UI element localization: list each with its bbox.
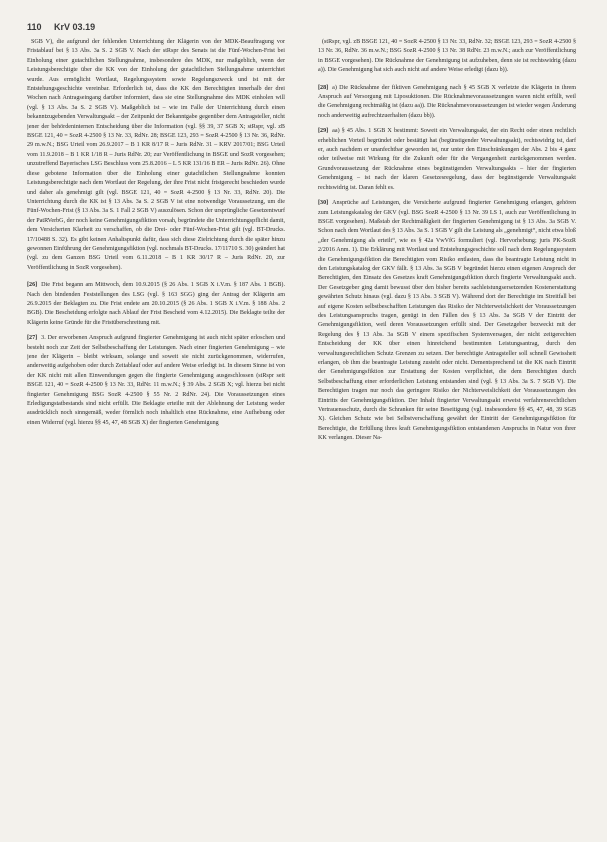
page-header [27, 22, 95, 32]
paragraph-text: aa) § 45 Abs. 1 SGB X bestimmt: Soweit ein Verwaltungsakt, der ein Recht oder einen rechtlich erheblichen Vorteil begründet oder bestätigt hat (begünstigender Verwaltungsakt), rechtswidrig ist, darf er, auch nachdem er unanfechtbar geworden ist, nur unter den Einschränkungen der Abs. 2 bis 4 ganz oder teilweise mit Wirkung für die Zukunft oder für die Vergangenheit zurückgenommen werden. Grundvoraussetzung der Rücknahme eines begünstigenden Verwaltungsakts – hier der fingierten Genehmigung – ist nach der klaren Gesetzesregelung, dass der begünstigende Verwaltungsakt rechtswidrig ist. Daran fehlt es. [318, 128, 576, 191]
paragraph-number: [28] [318, 84, 329, 91]
paragraph [318, 199, 576, 444]
paragraph-text: (stRspr, vgl. zB BSGE 121, 40 = SozR 4-2500 § 13 Nr. 33, RdNr. 32; BSGE 123, 293 = SozR 4-2500 § 13 Nr. 36, RdNr. 36 m.w.N.; BSG SozR 4-2500 § 13 Nr. 38 RdNr. 23 m.w.N.; auch zur Veröffentlichung in BSGE vorgesehen). Die Rücknahme der Genehmigung ist aufzuheben, denn sie ist rechtswidrig (dazu a)). Die Genehmigung hat sich auch nicht auf andere Weise erledigt (dazu b)). [318, 39, 576, 74]
paragraph [27, 38, 285, 273]
paragraph-text: SGB V), die aufgrund der fehlenden Unterrichtung der Klägerin von der MDK-Beauftragung vor Fristablauf bei § 13 Abs. 3a S. 2 SGB V. Nach der stRspr des Senats ist die Fünf-Wochen-Frist bei Einholung einer gutachtlichen Stellungnahme, insbesondere des MDK, nur maßgeblich, wenn der Leistungsberechtigte über die KK von der Einholung der gutachtlichen Stellungnahme unterrichtet wurde. Aus ermöglicht Wortlaut, Regelungssystem sowie Regelungszweck und ist mit der Entstehungsgeschichte vereinbar. Erforderlich ist, dass die KK den Berechtigten innerhalb der drei Wochen nach Antragseingang darüber informiert, dass sie eine Stellungnahme des MDK einholen will (vgl. § 13 Abs. 3a S. 2 SGB V). Maßgeblich ist – wie im Falle der Unterrichtung durch einen bekanntzugebenden Verwaltungsakt – der Zeitpunkt der Bekanntgabe gegenüber dem Antragsteller, nicht jener der behördeninternen Entscheidung über die Information (vgl. §§ 39, 37 SGB X; stRspr, vgl. zB BSGE 121, 40 = SozR 4-2500 § 13 Nr. 33, RdNr. 28; BSGE 123, 293 = SozR 4-2500 § 13 Nr. 36, RdNr. 29 m.w.N.; BSG Urteil vom 26.9.2017 – B 1 KR 8/17 R – Juris RdNr. 31 – KRV 2017/01; BSG Urteil vom 11.9.2018 – B 1 KR 1/18 R – Juris RdNr. 20; zur Veröffentlichung in BSGE und SozR vorgesehen; unzutreffend Bayerisches LSG Beschluss vom 25.8.2016 – L 5 KR 131/16 B ER – Juris RdNr. 26). Ohne diese gebotene Information über die Einholung einer gutachtlichen Stellungnahme konnten Leistungsberechtigte nach dem Wortlaut der Regelung, der ihre Frist nicht fristgerecht beschieden wurde und daher als genehmigt gilt (vgl. BSGE 121, 40 = SozR 4-2500 § 13 Nr. 33, RdNr. 20). Die Unterrichtung durch die KK ist § 13 Abs. 3a S. 2 SGB V ist eine notwendige Voraussetzung, um die Fünf-Wochen-Frist (§ 13 Abs. 3a S. 1 Fall 2 SGB V) auszulösen. Schon der ursprüngliche Gesetzentwurf der PatRVerbG, der noch keine Genehmigungsfiktion vorsah, begründete die Unterrichtungspflicht damit, dem Versicherten Klarheit zu verschaffen, ob die Drei- oder Fünf-Wochen-Frist gilt (vgl. BT-Drucks. 17/10488 S. 32). Es gibt keinen Anhaltspunkt dafür, dass sich diese Zielrichtung durch die später hinzu gewonnen Einführung der Genehmigungsfiktion (vgl. nochmals BT-Drucks. 17/11710 S. 30) geändert hat (vgl. zu dem Ganzen BSG Urteil vom 6.11.2018 – B 1 KR 30/17 R – Juris RdNr. 20, zur Veröffentlichung in SozR vorgesehen). [27, 39, 285, 271]
paragraph-text: Die Frist begann am Mittwoch, dem 10.9.2015 (§ 26 Abs. 1 SGB X i.V.m. § 187 Abs. 1 BGB). Nach den bindenden Feststellungen des LSG (vgl. § 163 SGG) ging der Antrag der Klägerin am 26.9.2015 der Beklagten zu. Die Frist endete am 20.10.2015 (§ 26 Abs. 1 SGB X i.V.m. § 188 Abs. 2 BGB). Die Bescheidung erfolgte nach Ablauf der Frist Bescheid vom 4.12.2015). Die Beklagte teilte der Klägerin keine Gründe für die Fristüberschreitung mit. [27, 282, 285, 326]
page-number: 110 [27, 22, 42, 32]
paragraph-number: [30] [318, 200, 329, 207]
paragraph-number: [29] [318, 128, 329, 135]
paragraph-text: 3. Der erworbenen Anspruch aufgrund fingierter Genehmigung ist auch nicht später erloschen und besteht noch zur Zeit der Selbstbeschaffung der Leistungen. Nach einer fingierten Genehmigung – wie jene der Klägerin – bleibt wirksam, solange und soweit sie nicht zurückgenommen, widerrufen, anderweitig aufgehoben oder durch Zeitablauf oder auf andere Weise erledigt ist. In diesem Sinne ist von der KK nicht mit allen Einwendungen gegen die fingierte Genehmigung ausgeschlossen (stRspr seit BSGE 121, 40 = SozR 4-2500 § 13 Nr. 33, RdNr. 11 m.w.N.; § 39 Abs. 2 SGB X; vgl. hierzu bei nicht fingierter Genehmigung BSG SozR 4-2500 § 55 Nr. 2 RdNr. 24). Die Voraussetzungen eines Erledigungstatbestands sind nicht erfüllt. Die Beklagte erteilte mit der Ablehnung der Leistung weder ausdrücklich noch sinngemäß, weder förmlich noch inhaltlich eine Rücknahme, eine Aufhebung oder einen Widerruf (vgl. hierzu §§ 45, 47, 48 SGB X) der fingierten Genehmigung [27, 335, 285, 426]
paragraph-number: [26] [27, 282, 38, 289]
paragraph [27, 334, 285, 428]
paragraph-number: [27] [27, 335, 38, 342]
paragraph [318, 127, 576, 193]
right-column [318, 38, 576, 838]
journal-title: KrV 03.19 [54, 22, 96, 32]
paragraph [318, 84, 576, 122]
paragraph-text: a) Die Rücknahme der fiktiven Genehmigung nach § 45 SGB X verletzte die Klägerin in ihrem Anspruch auf Versorgung mit Liposuktionen. Die Rücknahmevoraussetzungen waren nicht erfüllt, weil die Genehmigung rechtmäßig ist (dazu aa)). Die Rücknahmevoraussetzungen ist wieder wegen Änderung noch anderweitig aufrechtzuerhalten (dazu bb)). [318, 84, 576, 119]
paragraph [318, 38, 576, 76]
paragraph-text: Ansprüche auf Leistungen, die Versicherte aufgrund fingierter Genehmigung erlangen, gehören zum Leistungskatalog der GKV (vgl. BSG SozR 4-2500 § 13 Nr. 39 LS 1, auch zur Veröffentlichung in BSGE vorgesehen). Maßstab der Rechtmäßigkeit der fingierten Genehmigung ist § 13 Abs. 3a SGB V. Schon nach dem Wortlaut des § 13 Abs. 3a S. 1 SGB V gilt die Leistung als „genehmigt“, nicht etwa bloß „der Genehmigung als erteilt“, wie es § 42a VwVfG formuliert (vgl. Hervorhebung; juris PK-SozR 2/2016 Anm. 1). Die Erklärung mit Wortlaut und Entstehungsgeschichte soll nach dem Regelungssystem die Genehmigungsfiktion die Berechtigten vom Risiko entlasten, dass die beantragte Leistung nicht in den Leistungskatalog der GKV fällt. § 13 Abs. 3a SGB V begründet hierzu einen eigenen Anspruch der Berechtigten, den Einsatz des Gesetzes kraft Genehmigungsfiktion durch fingierte Verwaltungsakt auch. Der Gesetzgeber ging damit bewusst über den bisher bereits sachleistungsersetzenden Kostenerstattung gewährten Schutz hinaus (vgl. dazu § 13 Abs. 3 SGB V). Während dort der Berechtigte im Streitfall bei auf eigene Kosten selbstbeschafften Leistungen das Risiko der Nichterweislichkeit der Voraussetzungen des Leistungsanspruchs tragen, genügt in den Fällen des § 13 Abs. 3a SGB V der Eintritt der Genehmigungsfiktion, weil deren Voraussetzungen erfüllt sind. Der Gesetzgeber bezweckt mit der Regelung des § 13 Abs. 3a SGB V einem spezifischen Systemversagen, der nicht zeitgerechten Entscheidung der KK über einen hinreichend bestimmten Leistungsantrag, durch den verwaltungsrechtlichen Schutz Grenzen zu setzen. Der berechtigte Antragsteller soll schnell Gewissheit erlangen, ob ihm die beantragte Leistung zusteht oder nicht. Dementsprechend ist die KK nach Eintritt der Genehmigungsfiktion zur Erstattung der Kosten verpflichtet, die dem Berechtigten durch Selbstbeschaffung einer erforderlichen Leistung entstanden sind (vgl. § 13 Abs. 3a S. 7 SGB V). Die Berechtigten tragen nur noch das geringere Risiko der Nichterweislichkeit der Voraussetzungen des Eintritts der Genehmigungsfiktion. Der Inhalt fingierter Verwaltungsakt erweist verfahrensrechtlichen Vertrauensschutz, durch die Schranken für seine Beseitigung (vgl. insbesondere §§ 45, 47, 48, 39 SGB X). Gleichen Schutz wie bei Selbstverschaffung gewährt der Eintritt der Genehmigungsfiktion für Berechtigte, die Erfüllung ihres kraft Genehmigungsfiktion entstandenen Anspruchs in Natur von ihrer KK verlangen. Dieser Na- [318, 200, 576, 442]
paragraph [27, 281, 285, 328]
left-column [27, 38, 285, 838]
